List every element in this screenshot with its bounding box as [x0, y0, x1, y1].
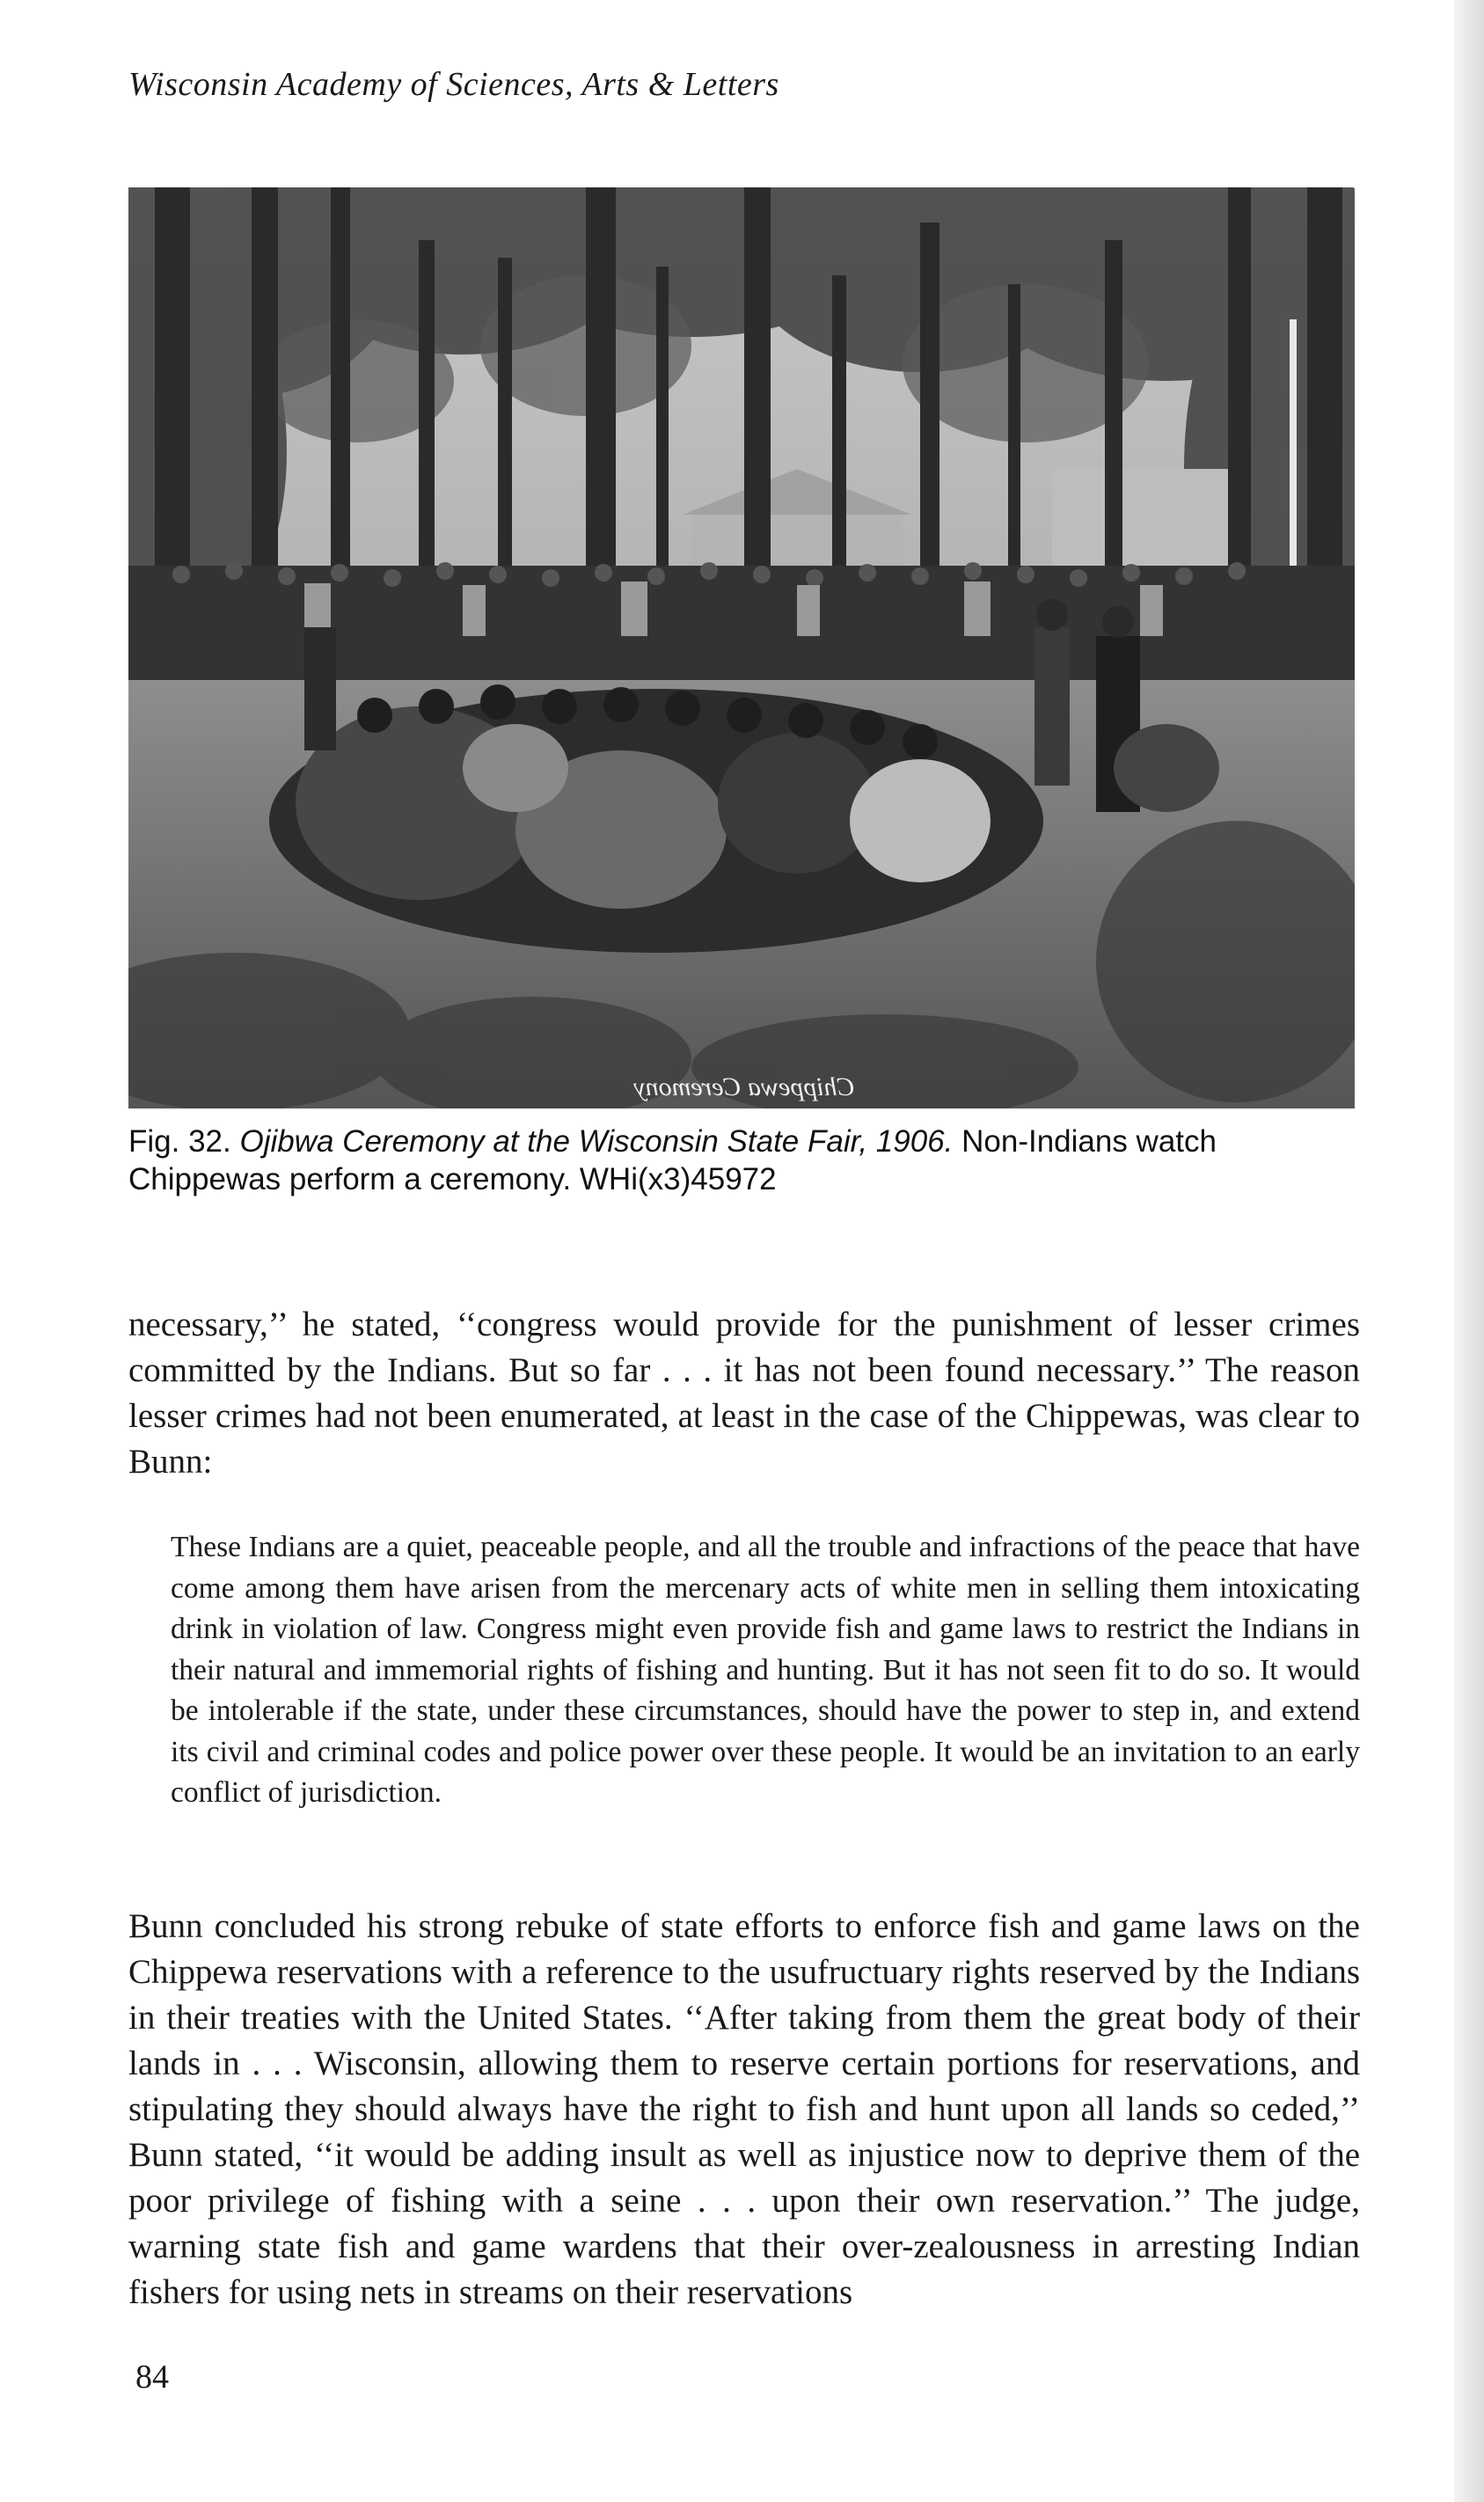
page-edge-shadow	[1454, 0, 1484, 2502]
page-number: 84	[135, 2359, 169, 2396]
ceremony-photograph	[128, 187, 1355, 1108]
figure-caption	[128, 1123, 1360, 1198]
block-quote: These Indians are a quiet, peaceable people, and all the trouble and infractions of the peace that have come among them have arisen from the mercenary acts of white men in selling them intoxicating drink in violation of law. Congress might even provide fish and game laws to restrict the Indians in their natural and immemorial rights of fishing and hunting. But it has not seen fit to do so. It would be intolerable if the state, under these circumstances, should have the power to step in, and extend its civil and criminal codes and police power over these people. It would be an invitation to an early conflict of jurisdiction.	[171, 1531, 1360, 1809]
running-head: Wisconsin Academy of Sciences, Arts & Letters	[128, 66, 779, 103]
figure-description: Non-Indians watch Chippewas perform a ceremony. WHi(x3)45972	[128, 1124, 1217, 1196]
paragraph-2: Bunn concluded his strong rebuke of state efforts to enforce fish and game laws on the Chippewa reservations with a reference to the usufructuary rights reserved by the Indians in their treaties with the United States. ‘‘After taking from them the great body of their lands in . . . Wisconsin, allowing them to reserve certain portions for reservations, and stipulating they should always have the right to fish and hunt upon all lands so ceded,’’ Bunn stated, ‘‘it would be adding insult as well as injustice now to deprive them of the poor privilege of fishing with a seine . . . upon their own reservation.’’ The judge, warning state fish and game wardens that their over-zealousness in arresting Indian fishers for using nets in streams on their reservations	[128, 1907, 1360, 2311]
figure-title: Ojibwa Ceremony at the Wisconsin State Fair, 1906.	[239, 1124, 954, 1159]
figure-number: Fig. 32.	[128, 1124, 231, 1159]
paragraph-1: necessary,’’ he stated, ‘‘congress would provide for the punishment of lesser crimes committed by the Indians. But so far . . . it has not been found necessary.’’ The reason lesser crimes had not been enumerated, at least in the case of the Chippewas, was clear to Bunn:	[128, 1306, 1360, 1481]
photo-inscription: Chippewa Ceremony	[633, 1072, 855, 1101]
